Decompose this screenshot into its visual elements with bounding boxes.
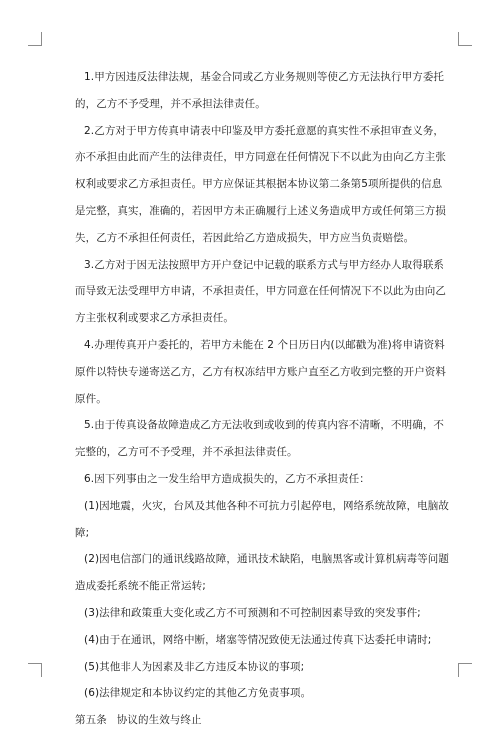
section-title: 协议的生效与终止 (116, 714, 202, 727)
clause-paragraph-4: 4.办理传真开户委托的，若甲方未能在 2 个日历日内(以邮戳为准)将申请资料原件以特快专递寄送乙方，乙方有权冻结甲方账户直至乙方收到完整的开户资料原件。 (75, 338, 446, 405)
section-heading (75, 707, 452, 734)
clause-paragraph-5: 5.由于传真设备故障造成乙方无法收到或收到的传真内容不清晰，不明确，不完整的，乙方可不予受理，并不承担法律责任。 (75, 419, 445, 459)
crop-mark-top-right (458, 32, 472, 46)
exemption-item-4: (4)由于在通讯，网络中断，堵塞等情况致使无法通过传真下达委托申请时; (84, 633, 432, 646)
clause-paragraph-6: 6.因下列事由之一发生给甲方造成损失的，乙方不承担责任： (84, 472, 370, 485)
document-body (75, 64, 452, 734)
exemption-item-6: (6)法律规定和本协议约定的其他乙方免责事项。 (84, 687, 312, 700)
clause-paragraph-1: 1.甲方因违反法律法规，基金合同或乙方业务规则等使乙方无法执行甲方委托的，乙方不予受理，并不承担法律责任。 (75, 71, 445, 110)
crop-mark-bottom-left (28, 663, 42, 677)
crop-mark-top-left (28, 32, 42, 46)
exemption-item-3: (3)法律和政策重大变化或乙方不可预测和不可控制因素导致的突发事件; (84, 606, 421, 619)
crop-mark-bottom-right (458, 663, 472, 677)
exemption-item-1: (1)因地震，火灾，台风及其他各种不可抗力引起停电，网络系统故障，电脑故障; (75, 499, 449, 539)
exemption-item-2: (2)因电信部门的通讯线路故障，通讯技术缺陷，电脑黑客或计算机病毒等问题造成委托系统不能正常运转; (75, 553, 449, 593)
exemption-item-5: (5)其他非人为因素及非乙方违反本协议的事项; (84, 660, 305, 673)
clause-paragraph-2: 2.乙方对于甲方传真申请表中印鉴及甲方委托意愿的真实性不承担审查义务，亦不承担由此而产生的法律责任，甲方同意在任何情况下不以此为由向乙方主张权利或要求乙方承担责任。甲方应保证其根据本协议第二条第5项所提供的信息是完整，真实，准确的，若因甲方未正确履行上述义务造成甲方或任何第三方损失，乙方不承担任何责任，若因此给乙方造成损失，甲方应当负责赔偿。 (75, 124, 446, 244)
section-number: 第五条 (75, 714, 107, 727)
clause-paragraph-3: 3.乙方对于因无法按照甲方开户登记中记载的联系方式与甲方经办人取得联系而导致无法受理甲方申请，不承担责任，甲方同意在任何情况下不以此为由向乙方主张权利或要求乙方承担责任。 (75, 258, 446, 325)
